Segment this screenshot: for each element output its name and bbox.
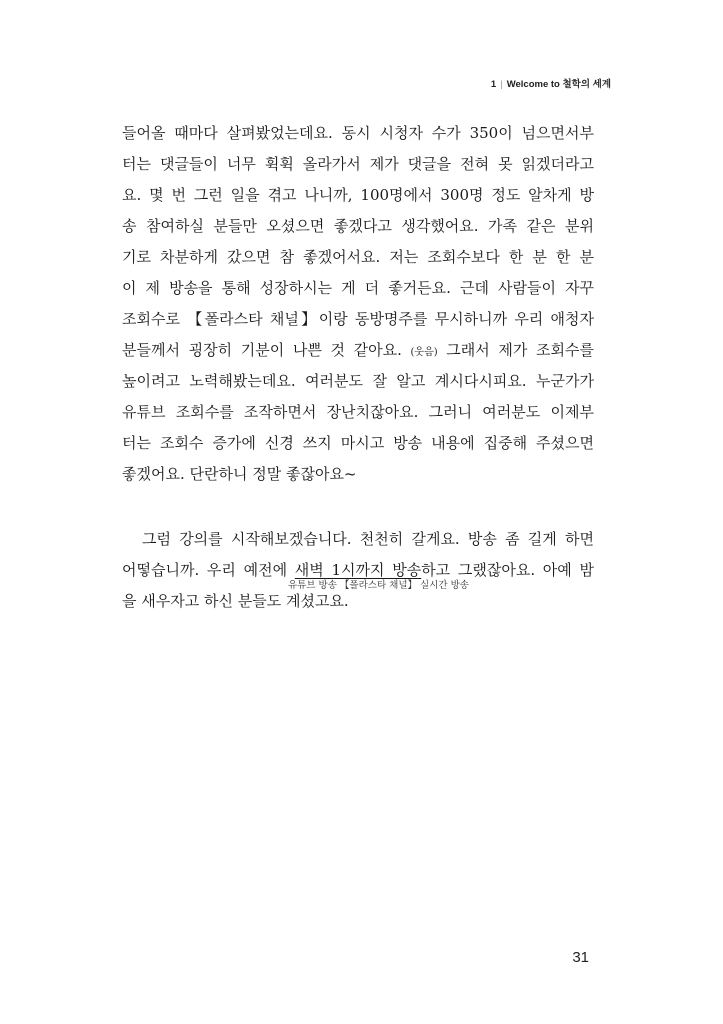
paragraph-line: 들어올 때마다 살펴봤었는데요. 동시 시청자 수가 350이 넘으면서부 — [122, 124, 594, 142]
page-number: 31 — [572, 949, 589, 966]
line-text: 그래서 제가 조회수를 — [437, 341, 595, 359]
line-text: 분들께서 굉장히 기분이 나쁜 것 같아요. — [122, 341, 411, 359]
paragraph-line: 터는 댓글들이 너무 휙휙 올라가서 제가 댓글을 전혀 못 읽겠더라고 — [122, 155, 594, 173]
paragraph-line: 기로 차분하게 갔으면 참 좋겠어서요. 저는 조회수보다 한 분 한 분 — [122, 248, 594, 266]
paragraph-line — [122, 555, 594, 591]
paragraph-1 — [122, 118, 594, 490]
chapter-title: Welcome to 철학의 세계 — [506, 79, 611, 90]
paragraph-line: 높이려고 노력해봤는데요. 여러분도 잘 알고 계시다시피요. 누군가가 — [122, 372, 594, 390]
running-header — [491, 76, 611, 90]
annotation-gloss: 유튜브 방송 【폴라스타 채널】 실시간 방송 — [288, 580, 469, 591]
paragraph-line: 송 참여하실 분들만 오셨으면 좋겠다고 생각했어요. 가족 같은 분위 — [122, 217, 594, 235]
annotated-phrase: 새벽 1시까지 방송 — [294, 561, 422, 579]
paragraph-line: 조회수로 【폴라스타 채널】이랑 동방명주를 무시하니까 우리 애청자 — [122, 310, 594, 328]
paragraph-line: 그럼 강의를 시작해보겠습니다. 천천히 갈게요. 방송 좀 길게 하면 — [142, 530, 594, 548]
paragraph-line: 터는 조회수 증가에 신경 쓰지 마시고 방송 내용에 집중해 주셨으면 — [122, 434, 594, 452]
paragraph-line — [122, 335, 594, 366]
paragraph-line: 좋겠어요. 단란하니 정말 좋잖아요~ — [122, 465, 357, 483]
paragraph-line: 유튜브 조회수를 조작하면서 장난치잖아요. 그러니 여러분도 이제부 — [122, 403, 594, 421]
paragraph-line: 요. 몇 번 그런 일을 겪고 나니까, 100명에서 300명 정도 알차게 방 — [122, 186, 594, 204]
laughter-note: (웃음) — [410, 347, 438, 358]
paragraph-line: 을 새우자고 하신 분들도 계셨고요. — [122, 592, 349, 610]
paragraph-line: 이 제 방송을 통해 성장하시는 게 더 좋거든요. 근데 사람들이 자꾸 — [122, 279, 594, 297]
paragraph-2 — [122, 524, 594, 617]
chapter-number: 1 — [490, 79, 497, 90]
header-separator: | — [500, 79, 503, 90]
line-text: 어떻습니까. 우리 예전에 — [122, 561, 295, 579]
line-text: 하고 그랬잖아요. 아예 밤 — [421, 561, 594, 579]
